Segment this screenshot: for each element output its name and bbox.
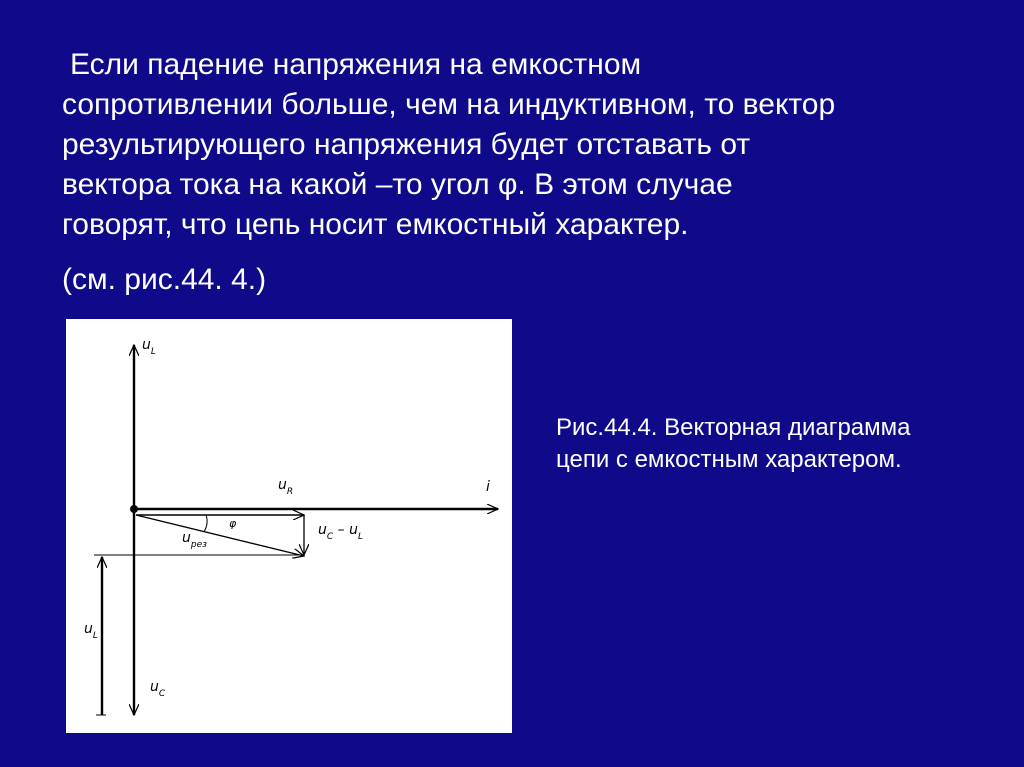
phi-angle-arc <box>204 515 207 532</box>
uC-bottom-label: $u_C$ <box>150 679 166 699</box>
urez-vector <box>136 515 304 556</box>
vector-diagram-svg <box>66 319 512 733</box>
paragraph-line-2: сопротивлении больше, чем на индуктивном, то вектор <box>62 88 836 121</box>
paragraph-line-1: Если падение напряжения на емкостном <box>70 48 642 81</box>
paragraph-line-3: результирующего напряжения будет отставать от <box>62 128 751 161</box>
uR-label: $u_R$ <box>278 477 294 497</box>
uL-left-label: $u_L$ <box>84 621 98 641</box>
uL-top-label: $u_L$ <box>142 337 156 357</box>
origin-point <box>130 505 138 513</box>
urez-label: $u_{рез}$ <box>182 530 207 550</box>
figure-reference: (см. рис.44. 4.) <box>62 263 267 296</box>
current-label: i <box>486 479 490 495</box>
phi-label: φ <box>229 517 237 530</box>
figure-caption <box>556 412 996 476</box>
paragraph-line-4: вектора тока на какой –то угол φ. В этом случае <box>62 168 733 201</box>
vector-diagram <box>66 319 512 733</box>
caption-line-1: Рис.44.4. Векторная диаграмма <box>556 414 911 441</box>
uC-minus-uL-label: $u_C - u_L$ <box>318 522 363 542</box>
paragraph-line-5: говорят, что цепь носит емкостный характер. <box>62 208 689 241</box>
caption-line-2: цепи с емкостным характером. <box>556 446 902 473</box>
body-paragraph <box>62 45 982 245</box>
